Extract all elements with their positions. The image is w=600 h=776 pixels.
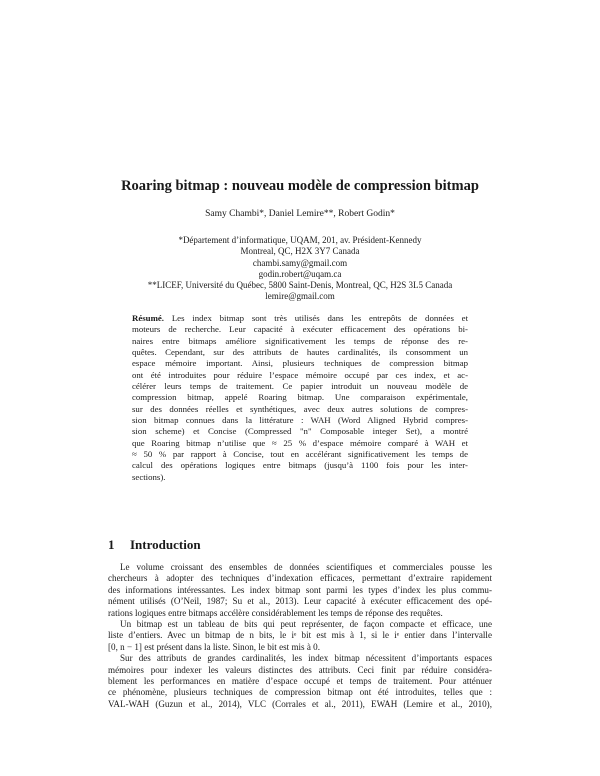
body-line: Le volume croissant des ensembles de données scientifiques et commerciales pousse les	[120, 562, 492, 572]
body-text	[108, 562, 492, 710]
abstract-line: ≈ 50 % par rapport à Concise, tout en accélérant significativement les temps de	[132, 449, 468, 460]
abstract-line: sion scheme) et Concise (Compressed "n" Composable integer Set), a montré	[132, 426, 468, 437]
body-line: chercheurs à adopter des techniques d’indexation efficaces, permettant d’extraire rapidement	[108, 573, 492, 584]
abstract-line: célérer leurs temps de traitement. Ce papier introduit un nouveau modèle de	[132, 381, 468, 392]
section-number: 1	[108, 537, 115, 552]
body-line: mémoires pour indexer les valeurs distinctes des attributs. Ceci finit par réduire considéra-	[108, 664, 492, 675]
body-line: nément utilisés (O’Neil, 1987; Su et al., 2013). Leur capacité à exécuter efficacement des opé-	[108, 596, 492, 607]
abstract-line: compression bitmap, appelé Roaring bitmap. Une comparaison expérimentale,	[132, 392, 468, 403]
abstract-line: sections).	[132, 471, 166, 482]
body-line: des informations intéressantes. Les index bitmap sont parmi les types d’index les plus commu-	[108, 584, 492, 595]
affiliation-line: Montreal, QC, H2X 3Y7 Canada	[240, 246, 360, 257]
affiliation-line: **LICEF, Université du Québec, 5800 Saint-Denis, Montreal, QC, H2S 3L5 Canada	[147, 280, 453, 290]
abstract-line: quêtes. Cependant, sur des attributs de hautes cardinalités, ils consomment un	[132, 347, 468, 358]
abstract	[132, 313, 468, 483]
abstract-line: sion bitmap connues dans la littérature : WAH (Word Aligned Hybrid compres-	[132, 415, 468, 426]
body-line: [0, n − 1] est présent dans la liste. Sinon, le bit est mis à 0.	[108, 641, 320, 652]
body-line: Sur des attributs de grandes cardinalités, les index bitmap nécessitent d’importants espaces	[120, 653, 492, 664]
abstract-line: ont été introduites pour réduire l’espace mémoire occupé par ces index, et ac-	[132, 369, 468, 380]
section-title: Introduction	[130, 537, 201, 552]
abstract-line-text: Les index bitmap sont très utilisés dans les entrepôts de données et	[171, 313, 469, 323]
abstract-line: espace mémoire important. Ainsi, plusieurs techniques de compression bitmap	[132, 358, 468, 369]
body-line: ce phénomène, plusieurs techniques de compression bitmap ont été introduites, telles que :	[108, 687, 492, 698]
email-chambi: chambi.samy@gmail.com	[252, 257, 348, 268]
abstract-line: calcul des opérations logiques entre bitmaps (jusqu’à 1100 fois pour les inter-	[132, 460, 468, 471]
affiliation-licef	[0, 280, 600, 303]
author-list: Samy Chambi*, Daniel Lemire**, Robert Godin*	[205, 209, 395, 219]
body-line: liste d’entiers. Avec un bitmap de n bits, le iᵉ bit est mis à 1, si le iᵉ entier dans l’intervalle	[108, 630, 492, 641]
body-line: rations logiques entre bitmaps accélère considérablement les temps de réponse des requêtes.	[108, 607, 443, 618]
body-line: Un bitmap est un tableau de bits qui peut représenter, de façon compacte et efficace, une	[120, 619, 492, 630]
abstract-line: que Roaring bitmap n’utilise que ≈ 25 % d’espace mémoire comparé à WAH et	[132, 437, 468, 448]
section-heading-introduction	[108, 537, 201, 553]
body-line: blement les performances en matière d’espace occupé et temps de traitement. Pour atténuer	[108, 676, 492, 687]
abstract-line: sur des données réelles et synthétiques, avec deux autres solutions de compres-	[132, 403, 468, 414]
affiliation-line: *Département d’informatique, UQAM, 201, av. Président-Kennedy	[178, 235, 422, 245]
paper-title: Roaring bitmap : nouveau modèle de compression bitmap	[121, 178, 479, 194]
body-line: VAL-WAH (Guzun et al., 2014), VLC (Corrales et al., 2011), EWAH (Lemire et al., 2010),	[108, 698, 492, 709]
email-lemire: lemire@gmail.com	[265, 291, 335, 302]
abstract-line: naires entre bitmaps améliore significativement les temps de réponse des re-	[132, 335, 468, 346]
email-godin: godin.robert@uqam.ca	[258, 268, 342, 279]
abstract-label: Résumé.	[132, 313, 165, 323]
affiliation-uqam	[0, 235, 600, 280]
abstract-line	[132, 313, 468, 324]
abstract-line: moteurs de recherche. Leur capacité à exécuter efficacement des opérations bi-	[132, 324, 468, 335]
